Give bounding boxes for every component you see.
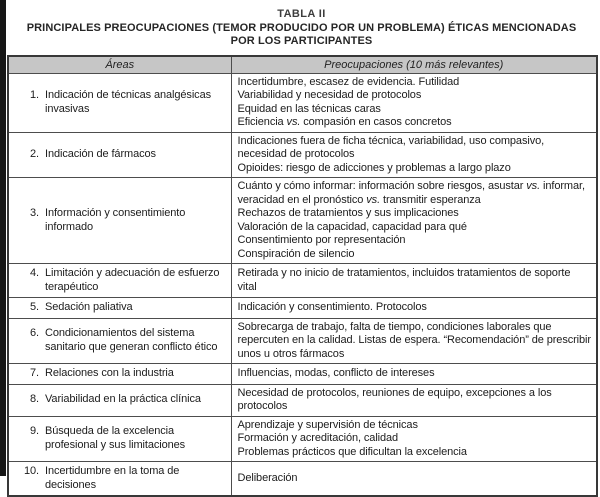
table-title-line1: PRINCIPALES PREOCUPACIONES (TEMOR PRODUCIDO POR UN PROBLEMA) ÉTICAS MENCIONADAS [26,22,577,34]
concern-line: Eficiencia vs. compasión en casos concretos [237,116,452,128]
concerns-cell [231,264,597,298]
area-label: Indicación de técnicas analgésicas invasivas [45,89,211,115]
page [7,0,596,497]
table-row [8,318,597,364]
column-header-areas: Áreas [8,56,231,73]
table-row [8,73,597,132]
table-row [8,132,597,178]
table-caption [7,8,596,48]
concern-line: Equidad en las técnicas caras [237,102,381,115]
area-number: 3. [30,207,39,219]
area-label: Búsqueda de la excelencia profesional y sus limitaciones [45,425,186,451]
concern-line: Influencias, modas, conflicto de intereses [237,367,435,379]
area-label: Incertidumbre en la toma de decisiones [45,465,180,491]
area-label: Condicionamientos del sistema sanitario que generan conflicto ético [45,327,218,353]
table-row [8,416,597,462]
area-number: 6. [30,327,39,340]
concern-line: Necesidad de protocolos, reuniones de equipo, excepciones a los protocolos [237,386,552,412]
area-cell [8,264,231,298]
area-label: Información y consentimiento informado [45,207,186,233]
scan-edge-artifact [0,0,6,476]
concern-line: Deliberación [237,471,298,484]
table-number-label: TABLA II [277,8,326,20]
concerns-cell [231,132,597,178]
table-header-row [8,56,597,73]
area-label: Relaciones con la industria [45,367,174,379]
area-number: 7. [30,367,39,379]
area-label: Sedación paliativa [45,301,133,313]
concern-line: Indicación y consentimiento. Protocolos [237,301,427,313]
table-row [8,384,597,416]
concern-line: Cuánto y cómo informar: información sobre riesgos, asustar vs. informar, veracidad en el pronóstico vs. transmitir esperanza [237,180,585,206]
concern-line: Rechazos de tratamientos y sus implicaciones [237,207,459,219]
table-row [8,264,597,298]
concerns-cell [231,178,597,264]
concerns-cell [231,298,597,319]
concern-line: Opioides: riesgo de adicciones y problemas a largo plazo [237,161,511,174]
area-number: 9. [30,425,39,438]
area-number: 2. [30,148,39,160]
concern-line: Sobrecarga de trabajo, falta de tiempo, condiciones laborales que repercuten en la calidad. Listas de espera. “Recomendación” de prescribir unos u otros fármacos [237,320,591,360]
area-cell [8,416,231,462]
concerns-cell [231,364,597,385]
area-label: Limitación y adecuación de esfuerzo terapéutico [45,267,220,293]
column-header-preocupaciones: Preocupaciones (10 más relevantes) [231,56,597,73]
table-row [8,178,597,264]
area-label: Variabilidad en la práctica clínica [45,393,201,406]
table-row [8,364,597,385]
table-row [8,462,597,497]
concern-line: Indicaciones fuera de ficha técnica, variabilidad, uso compasivo, necesidad de protocolos [237,134,545,160]
concern-line: Retirada y no inicio de tratamientos, incluidos tratamientos de soporte vital [237,267,571,293]
area-cell [8,178,231,264]
table-body [8,73,597,496]
area-cell [8,132,231,178]
concerns-cell [231,462,597,497]
area-cell [8,364,231,385]
area-cell [8,298,231,319]
area-number: 8. [30,393,39,406]
area-label: Indicación de fármacos [45,148,156,160]
area-number: 4. [30,267,39,279]
area-cell [8,384,231,416]
concern-line: Variabilidad y necesidad de protocolos [237,89,422,101]
concern-line: Aprendizaje y supervisión de técnicas [237,418,418,431]
concerns-cell [231,416,597,462]
table-row [8,298,597,319]
area-cell [8,462,231,497]
area-cell [8,73,231,132]
concern-line: Conspiración de silencio [237,247,355,260]
concern-line: Valoración de la capacidad, capacidad para qué [237,220,467,233]
area-cell [8,318,231,364]
table-title-line2: POR LOS PARTICIPANTES [230,35,373,47]
area-number: 5. [30,301,39,313]
concern-line: Formación y acreditación, calidad [237,432,399,444]
area-number: 10. [24,465,39,477]
concern-line: Problemas prácticos que dificultan la excelencia [237,445,467,458]
area-number: 1. [30,89,39,101]
concerns-cell [231,384,597,416]
concern-line: Incertidumbre, escasez de evidencia. Futilidad [237,75,460,88]
concerns-cell [231,318,597,364]
concerns-table [7,55,598,497]
concerns-cell [231,73,597,132]
concern-line: Consentimiento por representación [237,234,406,246]
